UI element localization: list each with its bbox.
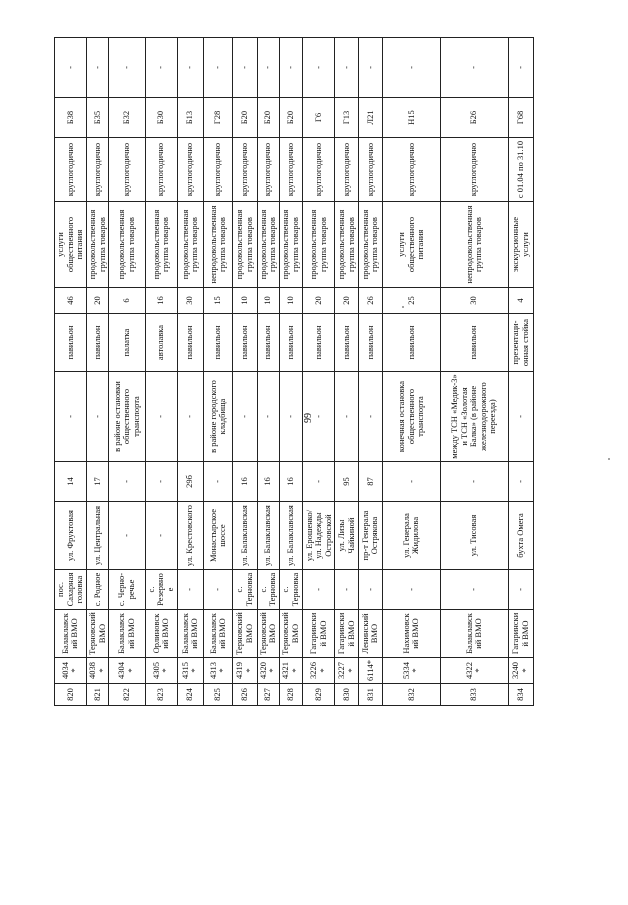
cell-house: - <box>203 462 232 502</box>
cell-area: 10 <box>233 288 257 314</box>
cell-scheme: Б32 <box>109 98 145 138</box>
cell-extra: - <box>109 38 145 98</box>
cell-extra: - <box>358 38 382 98</box>
cell-district: Балаклавский ВМО <box>177 610 203 658</box>
table-wrapper <box>54 38 534 706</box>
cell-house: - <box>303 462 335 502</box>
cell-code: 3240* <box>508 658 533 684</box>
cell-extra: - <box>86 38 108 98</box>
cell-settlement: с. Черно- речье <box>109 570 145 610</box>
cell-area: 6 <box>109 288 145 314</box>
cell-settlement: с. Терновка <box>233 570 257 610</box>
cell-street: ул. Фруктовая <box>55 502 87 570</box>
cell-landmark: - <box>145 372 177 462</box>
cell-spec: услуги общественного питания <box>383 202 441 288</box>
cell-num: 827 <box>257 684 279 706</box>
cell-code: 4321* <box>279 658 302 684</box>
cell-street: ул. Лизы Чайкиной <box>335 502 358 570</box>
cell-period: круглогодично <box>109 138 145 202</box>
cell-period: круглогодично <box>358 138 382 202</box>
cell-spec: экскурсионные услуги <box>508 202 533 288</box>
cell-settlement: - <box>303 570 335 610</box>
cell-spec: продовольственная группа товаров <box>233 202 257 288</box>
table-row <box>177 38 203 706</box>
cell-code: 4034* <box>55 658 87 684</box>
cell-settlement: с. Терновка <box>257 570 279 610</box>
cell-landmark: - <box>335 372 358 462</box>
cell-area: 10 <box>279 288 302 314</box>
cell-period: круглогодично <box>203 138 232 202</box>
cell-code: 4038* <box>86 658 108 684</box>
cell-period: круглогодично <box>257 138 279 202</box>
cell-area: 20 <box>335 288 358 314</box>
cell-code: 3227* <box>335 658 358 684</box>
cell-area: 16 <box>145 288 177 314</box>
cell-scheme: Б20 <box>233 98 257 138</box>
cell-street: ул. Балаклавская <box>233 502 257 570</box>
cell-num: 829 <box>303 684 335 706</box>
cell-landmark: в районе городского кладбища <box>203 372 232 462</box>
cell-area: 30 <box>177 288 203 314</box>
cell-extra: - <box>55 38 87 98</box>
cell-extra: - <box>203 38 232 98</box>
cell-scheme: Б35 <box>86 98 108 138</box>
cell-landmark: - <box>177 372 203 462</box>
cell-spec: продовольственная группа товаров <box>279 202 302 288</box>
cell-landmark: - <box>279 372 302 462</box>
cell-type: павильон <box>177 314 203 372</box>
cell-period: круглогодично <box>279 138 302 202</box>
cell-landmark: - <box>358 372 382 462</box>
cell-landmark: между ТСН «Медик-3» и ТСН «Золотая Балка» (в районе железнодорожного переезда) <box>440 372 508 462</box>
cell-settlement: - <box>335 570 358 610</box>
cell-district: Гагаринский ВМО <box>508 610 533 658</box>
cell-scheme: Н15 <box>383 98 441 138</box>
cell-num: 823 <box>145 684 177 706</box>
table-row <box>233 38 257 706</box>
cell-spec: услуги общественного питания <box>55 202 87 288</box>
cell-landmark: - <box>303 372 335 462</box>
cell-period: круглогодично <box>303 138 335 202</box>
table-row <box>55 38 87 706</box>
cell-extra: - <box>279 38 302 98</box>
rotated-table-container <box>54 38 534 706</box>
cell-house: 17 <box>86 462 108 502</box>
cell-extra: - <box>303 38 335 98</box>
cell-area: 15 <box>203 288 232 314</box>
cell-extra: - <box>383 38 441 98</box>
cell-street: ул. Центральная <box>86 502 108 570</box>
cell-landmark: - <box>508 372 533 462</box>
cell-type: павильон <box>383 314 441 372</box>
cell-district: Терновский ВМО <box>257 610 279 658</box>
cell-code: 3226* <box>303 658 335 684</box>
cell-type: палатка <box>109 314 145 372</box>
cell-house: - <box>440 462 508 502</box>
cell-area: 20 <box>303 288 335 314</box>
cell-period: круглогодично <box>145 138 177 202</box>
cell-settlement: пос. Сахарная головка <box>55 570 87 610</box>
cell-area: 46 <box>55 288 87 314</box>
cell-scheme: Б13 <box>177 98 203 138</box>
table-row <box>440 38 508 706</box>
cell-area: 30 <box>440 288 508 314</box>
cell-code: 4304* <box>109 658 145 684</box>
cell-street: - <box>109 502 145 570</box>
cell-extra: - <box>335 38 358 98</box>
cell-spec: продовольственная группа товаров <box>358 202 382 288</box>
cell-street: ул. Балаклавская <box>257 502 279 570</box>
cell-settlement: - <box>383 570 441 610</box>
cell-period: круглогодично <box>55 138 87 202</box>
cell-settlement: - <box>177 570 203 610</box>
cell-street: ул. Тисовая <box>440 502 508 570</box>
cell-house: - <box>508 462 533 502</box>
cell-landmark: - <box>86 372 108 462</box>
scan-speck <box>608 458 610 460</box>
cell-type: павильон <box>440 314 508 372</box>
cell-num: 825 <box>203 684 232 706</box>
cell-num: 834 <box>508 684 533 706</box>
cell-spec: продовольственная группа товаров <box>257 202 279 288</box>
cell-code: 4322* <box>440 658 508 684</box>
cell-type: павильон <box>233 314 257 372</box>
cell-type: павильон <box>86 314 108 372</box>
cell-area: 25 <box>383 288 441 314</box>
cell-scheme: Б20 <box>257 98 279 138</box>
cell-house: 16 <box>279 462 302 502</box>
cell-street: пр-т Генерала Острякова <box>358 502 382 570</box>
cell-district: Терновский ВМО <box>233 610 257 658</box>
cell-landmark: конечная остановка общественного транспорта <box>383 372 441 462</box>
cell-type: павильон <box>279 314 302 372</box>
cell-num: 822 <box>109 684 145 706</box>
cell-area: 20 <box>86 288 108 314</box>
cell-scheme: Л21 <box>358 98 382 138</box>
cell-num: 830 <box>335 684 358 706</box>
cell-period: с 01.04 по 31.10 <box>508 138 533 202</box>
cell-period: круглогодично <box>233 138 257 202</box>
cell-house: 16 <box>233 462 257 502</box>
cell-type: павильон <box>358 314 382 372</box>
cell-district: Ленинский ВМО <box>358 610 382 658</box>
cell-landmark: в районе остановки общественного транспорта <box>109 372 145 462</box>
cell-code: 4315* <box>177 658 203 684</box>
cell-street: - <box>145 502 177 570</box>
table-row <box>358 38 382 706</box>
cell-spec: продовольственная группа товаров <box>145 202 177 288</box>
cell-settlement: - <box>203 570 232 610</box>
cell-type: павильон <box>203 314 232 372</box>
cell-district: Балаклавский ВМО <box>203 610 232 658</box>
cell-num: 831 <box>358 684 382 706</box>
cell-num: 824 <box>177 684 203 706</box>
cell-district: Гагаринский ВМО <box>303 610 335 658</box>
cell-scheme: Б38 <box>55 98 87 138</box>
cell-district: Балаклавский ВМО <box>440 610 508 658</box>
table-row <box>279 38 302 706</box>
cell-district: Гагаринский ВМО <box>335 610 358 658</box>
cell-scheme: Г68 <box>508 98 533 138</box>
cell-landmark: - <box>233 372 257 462</box>
cell-type: павильон <box>335 314 358 372</box>
table-row <box>508 38 533 706</box>
cell-street: ул. Балаклавская <box>279 502 302 570</box>
table-row <box>86 38 108 706</box>
cell-settlement: с. Терновка <box>279 570 302 610</box>
trade-objects-table <box>54 37 534 706</box>
table-row <box>145 38 177 706</box>
cell-house: 14 <box>55 462 87 502</box>
cell-scheme: Г13 <box>335 98 358 138</box>
cell-scheme: Г6 <box>303 98 335 138</box>
cell-settlement: с. Резервное <box>145 570 177 610</box>
cell-district: Терновский ВМО <box>279 610 302 658</box>
cell-scheme: Б30 <box>145 98 177 138</box>
cell-settlement: - <box>358 570 382 610</box>
cell-code: 4320* <box>257 658 279 684</box>
cell-landmark: - <box>257 372 279 462</box>
cell-extra: - <box>233 38 257 98</box>
cell-district: Терновский ВМО <box>86 610 108 658</box>
cell-num: 833 <box>440 684 508 706</box>
cell-house: 87 <box>358 462 382 502</box>
cell-period: круглогодично <box>440 138 508 202</box>
cell-extra: - <box>508 38 533 98</box>
cell-spec: продовольственная группа товаров <box>303 202 335 288</box>
cell-code: 4305* <box>145 658 177 684</box>
cell-area: 26 <box>358 288 382 314</box>
cell-spec: непродовольственная группа товаров <box>203 202 232 288</box>
cell-scheme: Б20 <box>279 98 302 138</box>
cell-num: 821 <box>86 684 108 706</box>
cell-district: Орлиновский ВМО <box>145 610 177 658</box>
cell-period: круглогодично <box>335 138 358 202</box>
cell-house: - <box>383 462 441 502</box>
cell-house: 29б <box>177 462 203 502</box>
cell-code: 4319* <box>233 658 257 684</box>
cell-landmark: - <box>55 372 87 462</box>
cell-extra: - <box>440 38 508 98</box>
cell-settlement: - <box>440 570 508 610</box>
cell-district: Балаклавский ВМО <box>55 610 87 658</box>
table-row <box>109 38 145 706</box>
table-row <box>257 38 279 706</box>
cell-period: круглогодично <box>383 138 441 202</box>
cell-spec: продовольственная группа товаров <box>109 202 145 288</box>
cell-house: - <box>145 462 177 502</box>
cell-code: 5334* <box>383 658 441 684</box>
cell-num: 826 <box>233 684 257 706</box>
cell-period: круглогодично <box>177 138 203 202</box>
cell-house: 16 <box>257 462 279 502</box>
cell-street: бухта Омега <box>508 502 533 570</box>
table-row <box>335 38 358 706</box>
cell-area: 4 <box>508 288 533 314</box>
cell-spec: непродовольственная группа товаров <box>440 202 508 288</box>
table-row <box>383 38 441 706</box>
cell-extra: - <box>177 38 203 98</box>
cell-settlement: с. Родное <box>86 570 108 610</box>
cell-type: павильон <box>257 314 279 372</box>
cell-num: 820 <box>55 684 87 706</box>
cell-num: 832 <box>383 684 441 706</box>
cell-scheme: Б26 <box>440 98 508 138</box>
cell-settlement: - <box>508 570 533 610</box>
page-number: 99 <box>303 413 314 423</box>
cell-street: ул. Крестовского <box>177 502 203 570</box>
cell-district: Балаклавский ВМО <box>109 610 145 658</box>
table-row <box>303 38 335 706</box>
cell-num: 828 <box>279 684 302 706</box>
cell-house: - <box>109 462 145 502</box>
table-row <box>203 38 232 706</box>
cell-area: 10 <box>257 288 279 314</box>
cell-type: презентаци- онная стойка <box>508 314 533 372</box>
cell-extra: - <box>257 38 279 98</box>
cell-type: павильон <box>55 314 87 372</box>
cell-type: автолавка <box>145 314 177 372</box>
cell-spec: продовольственная группа товаров <box>177 202 203 288</box>
cell-street: Монастырское шоссе <box>203 502 232 570</box>
cell-house: 95 <box>335 462 358 502</box>
cell-street: ул. Ерошенко/ ул. Надежды Островской <box>303 502 335 570</box>
cell-spec: продовольственная группа товаров <box>86 202 108 288</box>
cell-district: Нахимовский ВМО <box>383 610 441 658</box>
cell-code: 4313* <box>203 658 232 684</box>
cell-scheme: Г28 <box>203 98 232 138</box>
cell-spec: продовольственная группа товаров <box>335 202 358 288</box>
cell-extra: - <box>145 38 177 98</box>
cell-period: круглогодично <box>86 138 108 202</box>
cell-street: ул. Генерала Жидилова <box>383 502 441 570</box>
cell-code: 6114* <box>358 658 382 684</box>
cell-type: павильон <box>303 314 335 372</box>
